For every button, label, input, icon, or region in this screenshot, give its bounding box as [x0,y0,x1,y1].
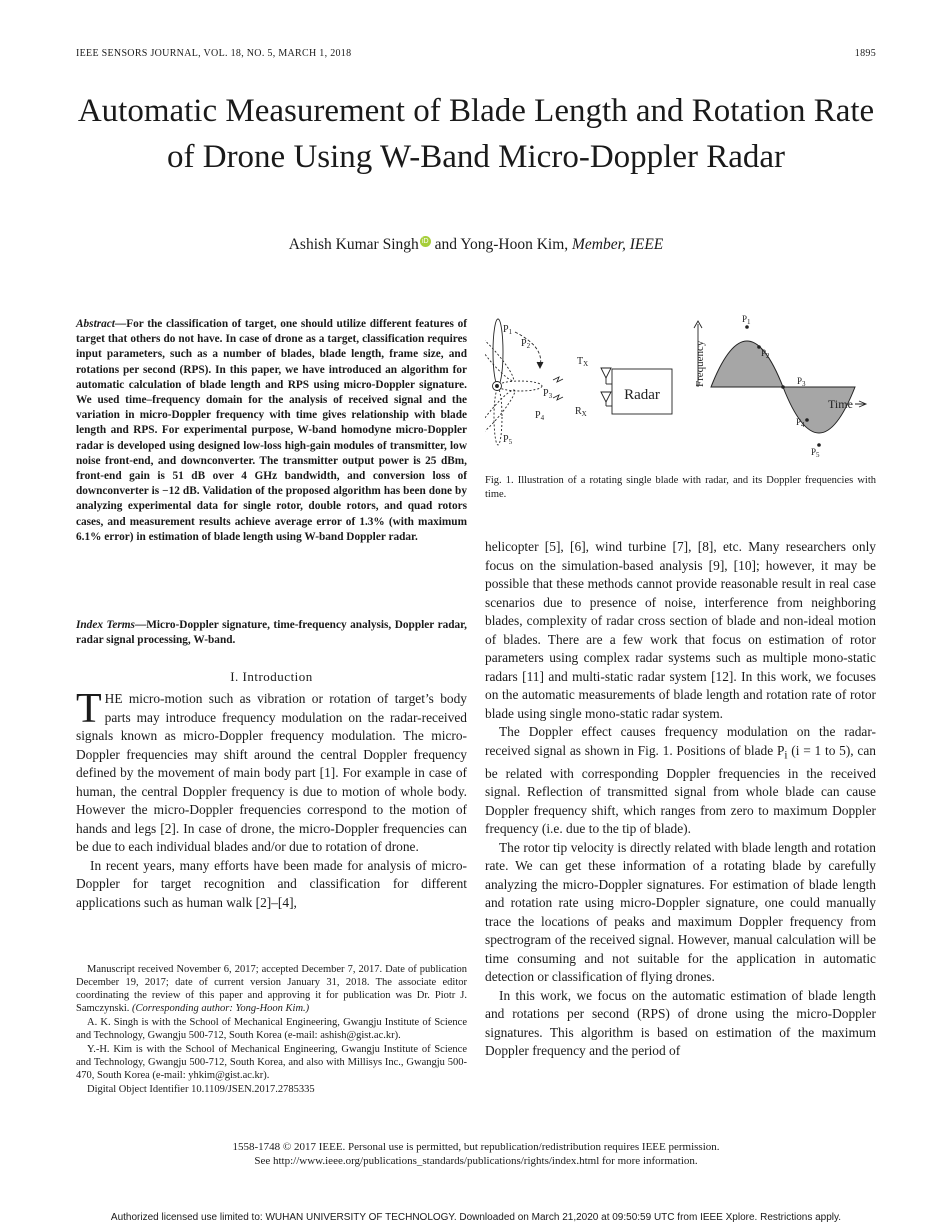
col2-p2-part-b: (i = 1 to 5), can be related with corresponding Doppler frequencies in the received signal. Reflection of transmitted signal from whole blade can cause Doppler frequency shift, which ranges from zero to maximum Doppler frequency (i.e. due to the tip of blade). [485,742,876,837]
author-conj: and Yong-Hoon Kim, [434,236,569,254]
col2-paragraph-2 [485,723,876,839]
label-p3-blade: $P_3$ [543,388,553,400]
index-terms-text: Micro-Doppler signature, time-frequency analysis, Doppler radar, radar signal processing, W-band. [76,619,467,647]
rotating-blade-diagram [485,319,543,445]
label-p4-blade: $P_4$ [535,410,545,422]
abstract-lead: Abstract [76,318,115,330]
time-arrow-icon [855,401,866,407]
footnote-corresponding: (Corresponding author: Yong-Hoon Kim.) [132,1003,310,1014]
frequency-axis-label: Frequency [694,340,706,387]
author-1: Ashish Kumar Singh [288,236,419,254]
label-p4-plot: $P_4$ [796,417,805,429]
abstract-text: For the classification of target, one should utilize different features of target that others do not have. In case of drone as a target, classification requires input parameters, such as a number of blades, blade length, frame size, and rotations per second (RPS). In this paper, we have introduced an algorithm for automatic calculation of blade length and RPS using micro-Doppler signature. We used time–frequency domain for the analysis of received signal and the variation in micro-Doppler frequency with time gives relationship with blade length and RPS. For experimental purpose, W-band homodyne micro-Doppler radar is developed using designed low-loss high-gain modules of transmitter, low noise front-end, and downconverter. The transmitter output power is 25 dBm, front-end gain is 51 dB over 4 GHz bandwidth, and conversion loss of downconverter is −12 dB. Validation of the proposed algorithm has been done by analyzing experimental data for single rotor, double rotors, and quad rotors cases, and measurement results achieve average error of 1.3% (with maximum 6.1% error) in estimation of blade length using W-band Doppler radar. [76,318,467,543]
label-p3-plot: $P_3$ [797,376,806,388]
label-p2-blade: $P_2$ [521,338,531,350]
intro-paragraph-2: In recent years, many efforts have been made for analysis of micro-Doppler for target recognition and classification for different applications such as human walk [2]–[4], [76,857,467,910]
col2-p2-part-a: The Doppler effect causes frequency modulation on the radar-received signal as shown in Fig. 1. Positions of blade P [485,724,876,758]
col2-paragraph-4: In this work, we focus on the automatic estimation of blade length and rotations per second (RPS) of drone using the micro-Doppler signatures. This algorithm is based on estimation of the maximum Doppler frequency and the period of [485,987,876,1059]
footnote-doi: Digital Object Identifier 10.1109/JSEN.2017.2785335 [87,1084,315,1095]
left-column-body [76,686,467,912]
time-axis-label: Time [828,397,853,411]
intro-paragraph-1 [76,686,467,857]
author-2-role: Member, IEEE [572,236,664,254]
abstract: Abstract—For the classification of target, one should utilize different features of target that others do not have. In case of drone as a target, classification requires input parameters, such as a number of blades, blade length, frame size, and rotations per second (RPS). In this paper, we have introduced an algorithm for automatic calculation of blade length and RPS using micro-Doppler signature. We used time–frequency domain for the analysis of received signal and the variation in micro-Doppler frequency with time gives relationship with blade length and RPS. For experimental purpose, W-band homodyne micro-Doppler radar is developed using designed low-loss high-gain modules of transmitter, low noise front-end, and downconverter. The transmitter output power is 25 dBm, front-end gain is 51 dB over 4 GHz bandwidth, and conversion loss of downconverter is −12 dB. Validation of the proposed algorithm has been done by analyzing experimental data for single rotor, double rotors, and quad rotors cases, and measurement results achieve average error of 1.3% (with maximum 6.1% error) in estimation of blade length using W-band Doppler radar. [76,318,467,543]
label-p5-plot: $P_5$ [811,447,820,459]
index-terms: Index Terms—Micro-Doppler signature, time-frequency analysis, Doppler radar, radar signal processing, W-band. [76,619,467,647]
label-p1-blade: $P_1$ [503,324,513,336]
author-line [76,236,876,254]
col2-p2-sub: i [784,749,788,762]
radar-box-label: Radar [624,387,660,403]
copyright-notice [76,1140,876,1168]
blade-position-labels [503,324,553,446]
index-terms-lead: Index Terms [76,619,135,631]
rx-label: $R_X$ [575,406,587,418]
right-column-body [485,538,876,1061]
footnotes [76,963,467,1097]
footnote-author-1: A. K. Singh is with the School of Mechanical Engineering, Gwangju Institute of Science and Technology, Gwangju 500-712, South Korea (e-mail: ashish@gist.ac.kr). [76,1017,467,1041]
figure-1 [485,312,880,467]
label-p5-blade: $P_5$ [503,434,513,446]
license-footer: Authorized licensed use limited to: WUHAN UNIVERSITY OF TECHNOLOGY. Downloaded on March 21,2020 at 09:50:59 UTC from IEEE Xplore. Restrictions apply. [110,1212,842,1223]
label-p1-plot: $P_1$ [742,314,751,326]
doppler-waveform-plot [694,321,855,447]
footnote-manuscript-text: Manuscript received November 6, 2017; accepted December 7, 2017. Date of publication December 19, 2017; date of current version January 31, 2018. The associate editor coordinating the review of this paper and approving it for publication was Dr. Piotr J. Samczynski. [76,964,467,1014]
drop-cap: T [76,686,102,732]
orcid-icon[interactable]: iD [420,236,431,247]
page-number: 1895 [854,48,876,59]
copyright-line-1: 1558-1748 © 2017 IEEE. Personal use is permitted, but republication/redistribution requires IEEE permission. [232,1141,720,1153]
footnote-author-2: Y.-H. Kim is with the School of Mechanical Engineering, Gwangju Institute of Science and Technology, Gwangju 500-712, South Korea, and also with Millisys Inc., Gwangju 500-470, South Korea (e-mail: yhkim@gist.ac.kr). [76,1044,467,1081]
footnote-manuscript [76,963,467,1015]
section-heading: I. Introduction [230,669,313,684]
running-header-journal: IEEE SENSORS JOURNAL, VOL. 18, NO. 5, MARCH 1, 2018 [76,48,352,59]
col2-paragraph-1: helicopter [5], [6], wind turbine [7], [8], etc. Many researchers only focus on the simulation-based analysis [9], [10]; however, it may be possible that these methods cannot provide reasonable result in real case scenarios due to presence of noise, interference from neighboring blades, complexity of radar cross section of blade and non-ideal motion of blades. There are a few work that focus on estimation of rotor parameters using complex radar systems such as multiple mono-static radars [11] and multi-static radar system [12]. In this work, we focuses on the automatic measurements of blade length and rotation rate of rotor blade using single mono-static radar system. [485,539,876,721]
copyright-line-2: See http://www.ieee.org/publications_standards/publications/rights/index.html for more information. [254,1155,698,1167]
label-p2-plot: $P_2$ [761,348,770,360]
col2-paragraph-3: The rotor tip velocity is directly related with blade length and rotation rate. We can get these information of a rotating blade by carefully analyzing the micro-Doppler signatures. For estimation of blade length and rotation rate using micro-Doppler signature, one could manually trace the locations of peaks and maximum Doppler frequency from spectrogram of the received signal. However, manual calculation will be time consuming and not suitable for the application in automatic detection or classification of flying drones. [485,839,876,985]
intro-p1-text: HE micro-motion such as vibration or rotation of target’s body parts may introduce frequency modulation on the radar-received signals known as micro-Doppler frequency modulation. The micro-Doppler frequencies may shift around the central Doppler frequency defined by the movement of main body part [1]. For example in case of human, the central Doppler frequency is due to motion of whole body. However the micro-Doppler frequencies correspond to the motion of hands and legs [2]. In case of drone, the micro-Doppler frequencies can be due to each individual blades and/or due to rotation of drone. [76,691,467,854]
figure-1-caption: Fig. 1. Illustration of a rotating single blade with radar, and its Doppler frequencies with time. [485,475,876,500]
paper-title: Automatic Measurement of Blade Length and Rotation Rate of Drone Using W-Band Micro-Doppler Radar [77,93,875,175]
tx-label: $T_X$ [577,356,589,368]
